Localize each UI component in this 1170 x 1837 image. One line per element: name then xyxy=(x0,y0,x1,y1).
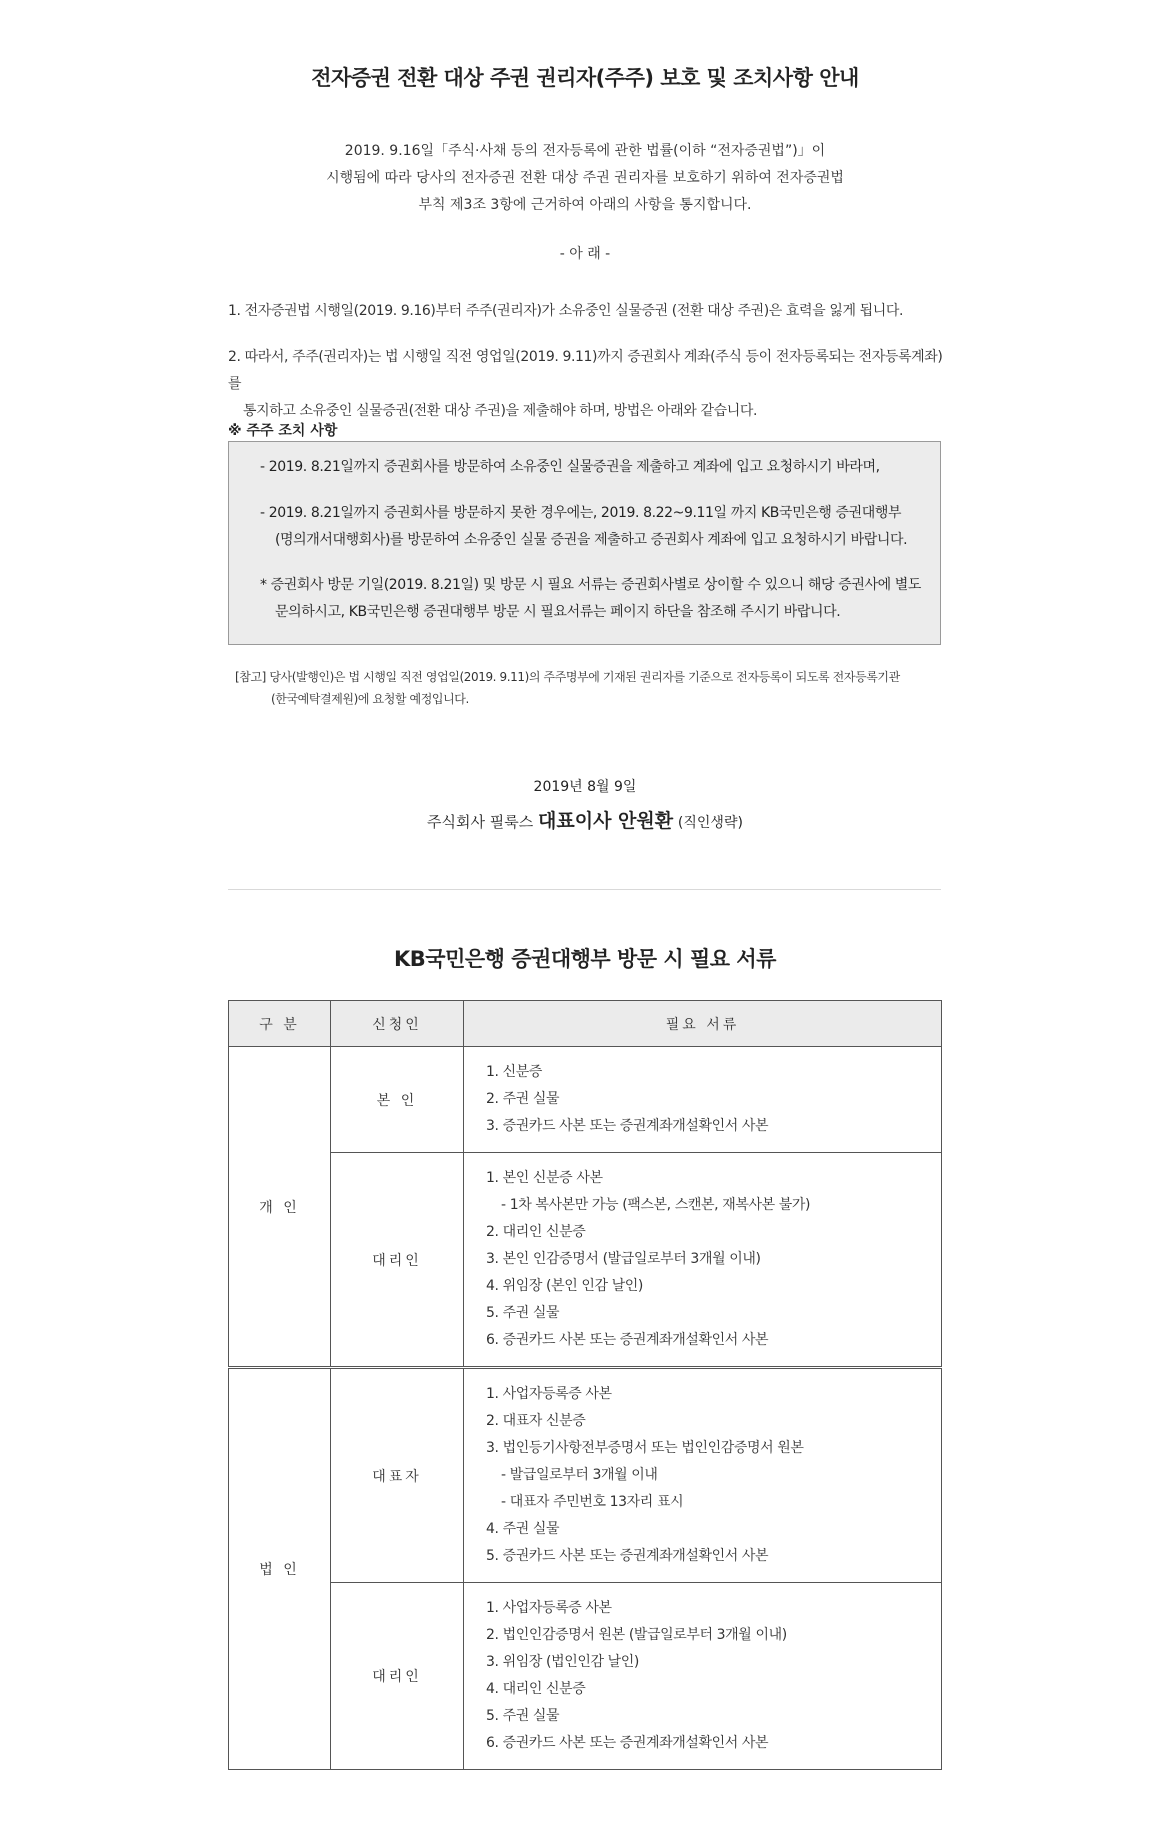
document-item: 1. 사업자등록증 사본 xyxy=(486,1600,612,1616)
seal-note: (직인생략) xyxy=(677,815,743,831)
reference-note xyxy=(235,666,900,710)
intro-line: 부칙 제3조 3항에 근거하여 아래의 사항을 통지합니다. xyxy=(418,197,752,213)
table-title: KB국민은행 증권대행부 방문 시 필요 서류 xyxy=(394,947,776,971)
document-item: 6. 증권카드 사본 또는 증권계좌개설확인서 사본 xyxy=(486,1332,769,1348)
header-documents: 필요 서류 xyxy=(464,1001,942,1047)
document-item: 4. 위임장 (본인 인감 날인) xyxy=(486,1278,643,1294)
category-corporation: 법 인 xyxy=(229,1368,331,1770)
document-subitem: - 대표자 주민번호 13자리 표시 xyxy=(501,1494,684,1510)
header-category: 구 분 xyxy=(229,1001,331,1047)
table-row xyxy=(229,1153,942,1368)
measures-line: - 2019. 8.21일까지 증권회사를 방문하지 못한 경우에는, 2019. 8.22~9.11일 까지 KB국민은행 증권대행부 xyxy=(260,505,902,521)
document-item: 5. 증권카드 사본 또는 증권계좌개설확인서 사본 xyxy=(486,1548,769,1564)
measures-line: * 증권회사 방문 기일(2019. 8.21일) 및 방문 시 필요 서류는 증권회사별로 상이할 수 있으니 해당 증권사에 별도 xyxy=(260,577,922,593)
document-item: 5. 주권 실물 xyxy=(486,1305,560,1321)
notice-item-line: 통지하고 소유중인 실물증권(전환 대상 주권)을 제출해야 하며, 방법은 아래와 같습니다. xyxy=(243,403,758,419)
intro-line: 시행됨에 따라 당사의 전자증권 전환 대상 주권 권리자를 보호하기 위하여 전자증권법 xyxy=(326,170,844,186)
document-item: 4. 대리인 신분증 xyxy=(486,1681,586,1697)
document-item: 2. 대리인 신분증 xyxy=(486,1224,586,1240)
applicant-cell: 대리인 xyxy=(331,1583,464,1770)
documents-cell xyxy=(464,1153,942,1368)
table-header-row xyxy=(229,1001,942,1047)
document-subitem: - 1차 복사본만 가능 (팩스본, 스캔본, 재복사본 불가) xyxy=(501,1197,811,1213)
measures-line: (명의개서대행회사)를 방문하여 소유중인 실물 증권을 제출하고 증권회사 계좌에 입고 요청하시기 바랍니다. xyxy=(275,532,908,548)
notice-item-2 xyxy=(228,344,948,425)
applicant-cell: 대표자 xyxy=(331,1368,464,1583)
table-row xyxy=(229,1047,942,1153)
documents-cell xyxy=(464,1047,942,1153)
document-item: 6. 증권카드 사본 또는 증권계좌개설확인서 사본 xyxy=(486,1735,769,1751)
document-item: 3. 위임장 (법인인감 날인) xyxy=(486,1654,639,1670)
document-item: 1. 신분증 xyxy=(486,1064,542,1080)
below-marker: - 아 래 - xyxy=(559,246,611,262)
notice-item-line: 2. 따라서, 주주(권리자)는 법 시행일 직전 영업일(2019. 9.11)까지 증권회사 계좌(주식 등이 전자등록되는 전자등록계좌)를 xyxy=(228,349,943,392)
document-item: 2. 대표자 신분증 xyxy=(486,1413,586,1429)
required-documents-table xyxy=(228,1000,942,1770)
measures-line: - 2019. 8.21일까지 증권회사를 방문하여 소유중인 실물증권을 제출하고 계좌에 입고 요청하시기 바라며, xyxy=(260,459,880,475)
documents-cell xyxy=(464,1583,942,1770)
company-name: 주식회사 필룩스 xyxy=(427,813,534,831)
notice-item-1 xyxy=(228,298,948,325)
table-row xyxy=(229,1368,942,1583)
document-item: 3. 본인 인감증명서 (발급일로부터 3개월 이내) xyxy=(486,1251,761,1267)
document-item: 3. 법인등기사항전부증명서 또는 법인인감증명서 원본 xyxy=(486,1440,804,1456)
document-item: 1. 사업자등록증 사본 xyxy=(486,1386,612,1402)
notice-date: 2019년 8월 9일 xyxy=(533,779,637,795)
reference-line: [참고] 당사(발행인)은 법 시행일 직전 영업일(2019. 9.11)의 주주명부에 기재된 권리자를 기준으로 전자등록이 되도록 전자등록기관 xyxy=(235,670,900,684)
document-item: 2. 법인인감증명서 원본 (발급일로부터 3개월 이내) xyxy=(486,1627,787,1643)
intro-line: 2019. 9.16일「주식·사채 등의 전자등록에 관한 법률(이하 “전자증권법”)」이 xyxy=(344,143,826,159)
company-signature xyxy=(0,806,1170,833)
document-item: 4. 주권 실물 xyxy=(486,1521,560,1537)
document-item: 1. 본인 신분증 사본 xyxy=(486,1170,603,1186)
measures-line: 문의하시고, KB국민은행 증권대행부 방문 시 필요서류는 페이지 하단을 참조해 주시기 바랍니다. xyxy=(275,604,841,620)
section-divider xyxy=(228,889,941,890)
ceo-name: 대표이사 안원환 xyxy=(538,810,674,832)
intro-paragraph xyxy=(0,138,1170,219)
document-subitem: - 발급일로부터 3개월 이내 xyxy=(501,1467,658,1483)
notice-title: 전자증권 전환 대상 주권 권리자(주주) 보호 및 조치사항 안내 xyxy=(311,66,859,90)
table-row xyxy=(229,1583,942,1770)
category-individual: 개 인 xyxy=(229,1047,331,1368)
measures-box xyxy=(228,441,941,645)
applicant-cell: 본 인 xyxy=(331,1047,464,1153)
document-item: 5. 주권 실물 xyxy=(486,1708,560,1724)
applicant-cell: 대리인 xyxy=(331,1153,464,1368)
document-item: 3. 증권카드 사본 또는 증권계좌개설확인서 사본 xyxy=(486,1118,769,1134)
reference-line: (한국예탁결제원)에 요청할 예정입니다. xyxy=(271,692,469,706)
notice-item-line: 1. 전자증권법 시행일(2019. 9.16)부터 주주(권리자)가 소유중인 실물증권 (전환 대상 주권)은 효력을 잃게 됩니다. xyxy=(228,303,904,319)
header-applicant: 신청인 xyxy=(331,1001,464,1047)
measures-heading: ※ 주주 조치 사항 xyxy=(228,423,338,439)
documents-cell xyxy=(464,1368,942,1583)
document-item: 2. 주권 실물 xyxy=(486,1091,560,1107)
